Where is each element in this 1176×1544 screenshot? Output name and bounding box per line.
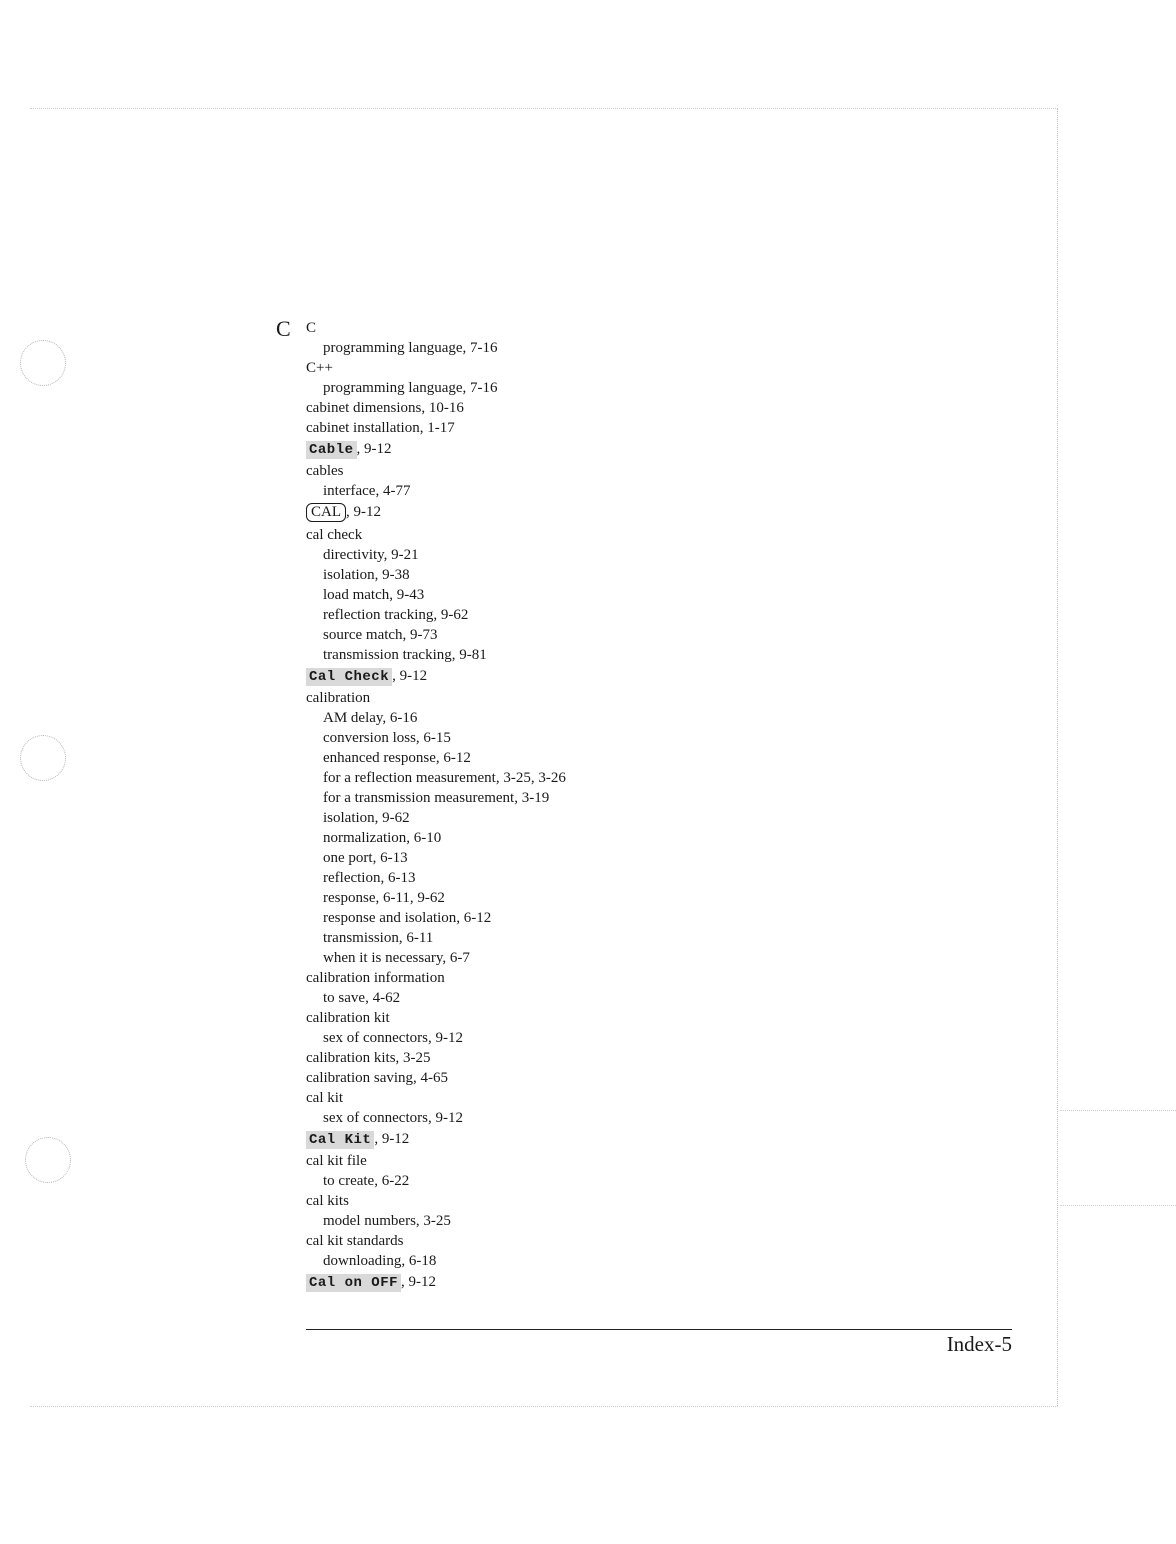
page-edge-mark	[1060, 1110, 1176, 1111]
index-entry: cal kit file	[306, 1153, 367, 1170]
index-entry: cables	[306, 463, 344, 480]
index-subentry: downloading, 6-18	[323, 1253, 437, 1270]
page-edge-top	[30, 108, 1058, 109]
page-edge-right	[1057, 108, 1058, 1406]
index-subentry: normalization, 6-10	[323, 829, 442, 846]
footer-rule	[306, 1329, 1012, 1330]
index-entry: cal kits	[306, 1193, 349, 1210]
punch-hole	[25, 1137, 71, 1183]
index-subentry: to save, 4-62	[323, 989, 401, 1006]
index-entry: cabinet installation, 1-17	[306, 420, 455, 436]
index-entry: calibration kits, 3-25	[306, 1049, 431, 1066]
index-entry: C++	[306, 360, 333, 376]
page-reference: , 9-12	[392, 667, 428, 684]
index-entry	[306, 438, 1006, 461]
page-reference: , 9-12	[401, 1274, 437, 1291]
index-subentry: transmission tracking, 9-81	[323, 646, 487, 663]
index-subentry: programming language, 7-16	[323, 340, 498, 356]
index-subentry: isolation, 9-62	[323, 809, 410, 826]
index-subentry: interface, 4-77	[323, 483, 411, 500]
index-entry: C	[306, 320, 317, 336]
index-entry: cal kit	[306, 1089, 344, 1106]
hardkey-label: CAL	[306, 503, 346, 522]
index-subentry: model numbers, 3-25	[323, 1213, 451, 1230]
index-entry	[306, 1128, 1006, 1151]
index-entry	[306, 501, 1006, 524]
index-list	[306, 318, 1006, 1294]
index-subentry: isolation, 9-38	[323, 566, 410, 583]
index-subentry: one port, 6-13	[323, 849, 408, 866]
page-reference: , 9-12	[346, 504, 381, 521]
index-entry: cabinet dimensions, 10-16	[306, 400, 464, 416]
punch-hole	[20, 735, 66, 781]
index-entry	[306, 665, 1006, 688]
index-subentry: source match, 9-73	[323, 626, 438, 643]
section-letter: C	[276, 316, 291, 341]
index-entry: calibration information	[306, 969, 445, 986]
index-subentry: reflection, 6-13	[323, 869, 416, 886]
page-reference: , 9-12	[374, 1130, 410, 1147]
index-entry: cal kit standards	[306, 1233, 404, 1250]
index-subentry: response and isolation, 6-12	[323, 909, 492, 926]
page-reference: , 9-12	[356, 441, 392, 457]
softkey-label: Cable	[306, 441, 357, 459]
page-edge-mark	[1060, 1205, 1176, 1206]
page-number: Index-5	[946, 1332, 1012, 1356]
index-subentry: for a reflection measurement, 3-25, 3-26	[323, 769, 566, 786]
index-subentry: transmission, 6-11	[323, 929, 434, 946]
index-subentry: for a transmission measurement, 3-19	[323, 789, 550, 806]
index-subentry: to create, 6-22	[323, 1173, 410, 1190]
punch-hole	[20, 340, 66, 386]
index-entry: calibration	[306, 689, 371, 706]
index-subentry: conversion loss, 6-15	[323, 729, 451, 746]
softkey-label: Cal on OFF	[306, 1274, 401, 1292]
index-entry	[306, 1271, 1006, 1294]
index-entry: calibration saving, 4-65	[306, 1069, 449, 1086]
softkey-label: Cal Kit	[306, 1131, 374, 1149]
index-subentry: when it is necessary, 6-7	[323, 949, 470, 966]
index-subentry: sex of connectors, 9-12	[323, 1029, 463, 1046]
index-subentry: programming language, 7-16	[323, 380, 498, 396]
index-subentry: AM delay, 6-16	[323, 709, 418, 726]
index-subentry: response, 6-11, 9-62	[323, 889, 445, 906]
index-entry: calibration kit	[306, 1009, 390, 1026]
page-edge-bottom	[30, 1406, 1058, 1407]
softkey-label: Cal Check	[306, 668, 392, 686]
index-subentry: reflection tracking, 9-62	[323, 606, 469, 623]
index-subentry: sex of connectors, 9-12	[323, 1109, 463, 1126]
index-entry: cal check	[306, 526, 363, 543]
index-subentry: directivity, 9-21	[323, 546, 419, 563]
index-subentry: load match, 9-43	[323, 586, 425, 603]
index-subentry: enhanced response, 6-12	[323, 749, 471, 766]
